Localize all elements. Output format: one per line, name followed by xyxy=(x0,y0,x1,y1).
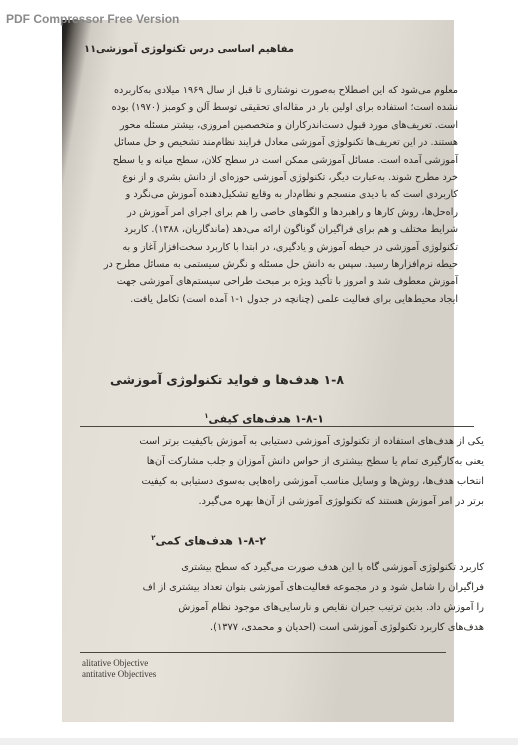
text-line: خرد مطرح شوند. به‌عبارت دیگر، تکنولوژی آموزشی حوزه‌ای از دانش بشری و از نوع xyxy=(122,172,458,184)
subsection-title: ۱-۸-۲ هدف‌های کمی xyxy=(155,534,266,548)
subsection-title: ۱-۸-۱ هدف‌های کیفی xyxy=(208,412,324,426)
footnote-marker: ۲ xyxy=(151,534,156,542)
text-line: هدف‌های کاربرد تکنولوژی آموزشی است (احدیان و محمدی، ۱۳۷۷). xyxy=(210,622,484,633)
bottom-band xyxy=(0,738,518,745)
text-line: کاربرد تکنولوژی آموزشی گاه با این هدف صورت می‌گیرد که سطح بیشتری xyxy=(181,562,484,573)
text-line: راه‌حل‌ها، روش کارها و راهبردها و الگوهای خاصی را هم برای اجرای امر آموزش در xyxy=(127,206,458,218)
subsection-heading-quantitative xyxy=(151,534,266,548)
intro-paragraph xyxy=(82,82,458,308)
text-line: برتر در امر آموزش هستند که تکنولوژی آموزشی از آن‌ها بهره می‌گیرد. xyxy=(198,496,484,507)
text-line: است. تعریف‌های مورد قبول دست‌اندرکاران و متخصصین امروزی، بیشتر مسئله محور xyxy=(119,119,458,131)
quantitative-paragraph xyxy=(80,558,484,638)
book-page-photo xyxy=(62,20,484,722)
text-line: تکنولوژی آموزشی در حیطه آموزش و یادگیری، در ابتدا با کاربرد سخت‌افزار آغاز و به xyxy=(122,241,458,253)
subsection-heading-qualitative xyxy=(204,412,324,426)
footnotes xyxy=(82,658,156,680)
footnote-divider xyxy=(80,652,446,653)
text-line: هستند. در این تعریف‌ها تکنولوژی آموزشی معادل فرایند نظام‌مند تشخیص و حل مسائل xyxy=(113,137,458,149)
text-line: یعنی به‌کارگیری تمام یا سطح بیشتری از حواس دانش آموزان و جلب مشارکت آن‌ها xyxy=(146,456,484,467)
watermark-label: PDF Compressor Free Version xyxy=(6,12,180,26)
book-page xyxy=(80,34,484,722)
text-line: معلوم می‌شود که این اصطلاح به‌صورت نوشتاری تا قبل از سال ۱۹۶۹ میلادی به‌کاربرده xyxy=(114,85,458,96)
footnote-marker: ۱ xyxy=(204,412,209,420)
text-line: آموزش معطوف شد و امروز با تأکید ویژه بر مبحث طراحی سیستم‌های آموزشی جهت xyxy=(116,276,458,288)
text-line: حیطه نرم‌افزارها رسید. سپس به دانش حل مسئله و نگرش سیستمی به مسائل مطرح در xyxy=(103,259,458,271)
footnote: alitative Objective xyxy=(82,658,149,668)
text-line: نشده است؛ استفاده برای اولین بار در مقاله‌ای تحقیقی توسط آلن و کومبز (۱۹۷۰) بوده xyxy=(111,102,458,114)
divider xyxy=(80,426,474,427)
text-line: را آموزش داد. بدین ترتیب جبران نقایص و نارسایی‌های موجود نظام آموزش xyxy=(178,602,484,613)
text-line: انتخاب هدف‌ها، روش‌ها و وسایل مناسب آموزشی راه‌هایی به‌سوی دستیابی به کیفیت xyxy=(141,476,484,487)
text-line: ایجاد محیط‌هایی برای فعالیت علمی (چنانچه در جدول ۱-۱ آمده است) تکامل یافت. xyxy=(130,293,458,305)
text-line: شرایط مختلف و هم برای فراگیران گوناگون ارائه می‌دهد (ماندگاریان، ۱۳۸۸). کاربرد xyxy=(124,224,458,236)
text-line: فراگیران را شامل شود و در مجموعه فعالیت‌های آموزشی بتوان تعداد بیشتری از اف xyxy=(142,582,484,593)
text-line: آموزشی آمده است. مسائل آموزشی ممکن است در سطح کلان، سطح میانه و یا سطح xyxy=(112,154,458,166)
text-line: یکی از هدف‌های استفاده از تکنولوژی آموزشی دستیابی به آموزش باکیفیت برتر است xyxy=(139,436,484,447)
running-header: مفاهیم اساسی درس تکنولوژی آموزشی xyxy=(95,44,294,55)
qualitative-paragraph xyxy=(80,432,484,512)
page-number: ۱۱ xyxy=(84,44,97,55)
text-line: کاربردی است که با دیدی منسجم و نظام‌دار به وقایع تشکیل‌دهنده آموزش می‌نگرد و xyxy=(125,189,458,201)
section-heading: ۱-۸ هدف‌ها و فواید تکنولوژی آموزشی xyxy=(109,372,344,387)
footnote: antitative Objectives xyxy=(82,669,157,679)
